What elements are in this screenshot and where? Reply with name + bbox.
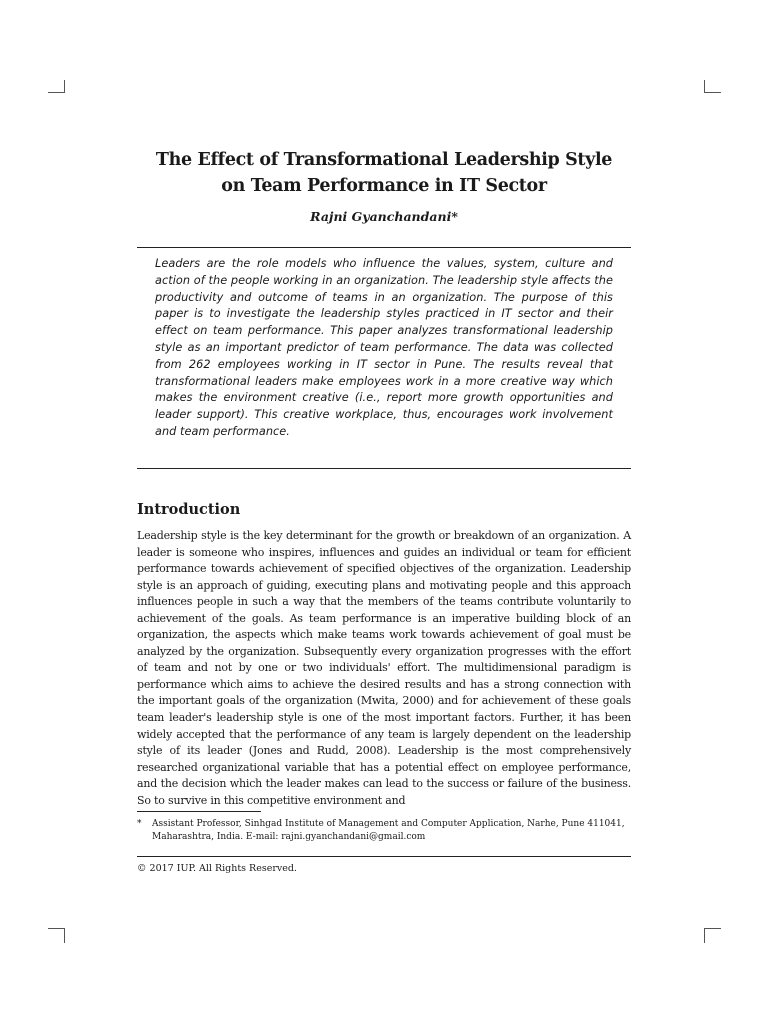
crop-mark-bottom-right xyxy=(704,928,721,943)
footnote-text: Assistant Professor, Sinhgad Institute of Management and Computer Application, Narhe, Pune 411041, Maharashtra, India. E-mail: rajni.gyanchandani@gmail.com xyxy=(152,819,625,842)
title-line-2: on Team Performance in IT Sector xyxy=(221,176,547,196)
body-paragraph: Leadership style is the key determinant for the growth or breakdown of an organization. A leader is someone who inspires, influences and guides an individual or team for efficient performance towards achievement of specified objectives of the organization. Leadership style is an approach of guiding, executing plans and motivating people and this approach influences people in such a way that the members of the teams contribute voluntarily to achievement of the goals. As team performance is an imperative building block of an organization, the aspects which make teams work towards achievement of goal must be analyzed by the organization. Subsequently every organization progresses with the effort of team and not by one or two individuals' effort. The multidimensional paradigm is performance which aims to achieve the desired results and has a strong connection with the important goals of the organization (Mwita, 2000) and for achievement of these goals team leader's leadership style is one of the most important factors. Further, it has been widely accepted that the performance of any team is largely dependent on the leadership style of its leader (Jones and Rudd, 2008). Leadership is the most comprehensively researched organizational variable that has a potential effect on employee performance, and the decision which the leader makes can lead to the success or failure of the business. So to survive in this competitive environment and xyxy=(137,529,631,807)
title-line-1: The Effect of Transformational Leadership Style xyxy=(155,150,613,170)
copyright-notice: © 2017 IUP. All Rights Reserved. xyxy=(137,863,297,874)
crop-mark-top-right xyxy=(704,80,721,93)
author-name: Rajni Gyanchandani* xyxy=(310,209,458,224)
copyright-rule xyxy=(137,856,631,857)
abstract-top-rule xyxy=(137,247,631,248)
footnote-mark: * xyxy=(137,819,142,829)
footnote-rule xyxy=(137,811,261,812)
footnote xyxy=(137,818,631,843)
crop-mark-top-left xyxy=(48,80,65,93)
section-heading: Introduction xyxy=(137,501,241,518)
paper-title xyxy=(137,147,631,199)
abstract-bottom-rule xyxy=(137,468,631,469)
abstract-text: Leaders are the role models who influence the values, system, culture and action of the people working in an organization. The leadership style affects the productivity and outcome of teams in an organization. The purpose of this paper is to investigate the leadership styles practiced in IT sector and their effect on team performance. This paper analyzes transformational leadership style as an important predictor of team performance. The data was collected from 262 employees working in IT sector in Pune. The results reveal that transformational leaders make employees work in a more creative way which makes the environment creative (i.e., report more growth opportunities and leader support). This creative workplace, thus, encourages work involvement and team performance. xyxy=(155,257,613,438)
crop-mark-bottom-left xyxy=(48,928,65,943)
